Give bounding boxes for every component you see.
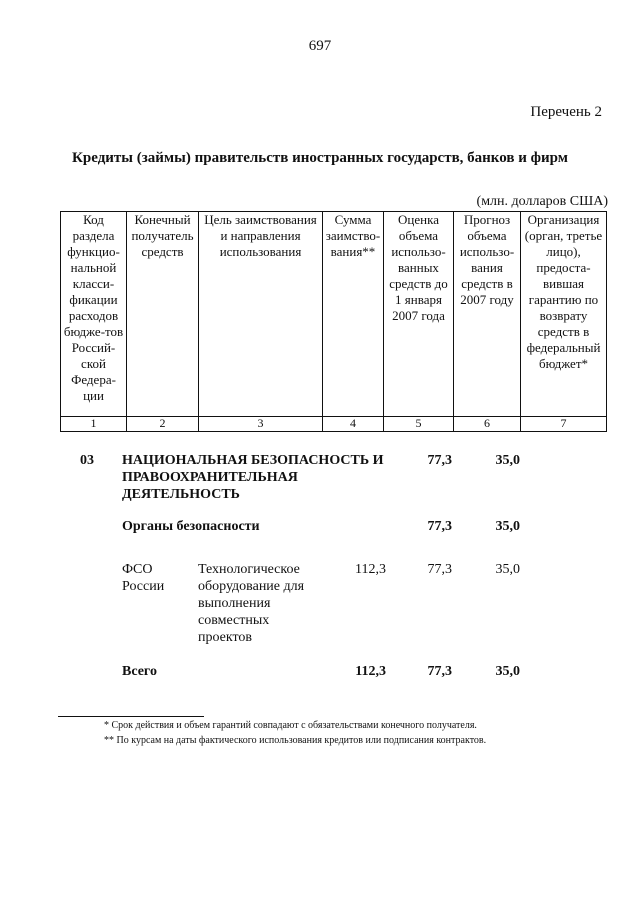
total-label: Всего	[122, 664, 157, 679]
section-code: 03	[80, 453, 94, 468]
subsection-title: Органы безопасности	[122, 519, 260, 534]
footnote: ** По курсам на даты фактического использования кредитов или подписания контрактов.	[104, 735, 487, 746]
column-number: 3	[199, 417, 323, 432]
footnote-divider	[58, 716, 204, 717]
entry-recipient: ФСО России	[122, 562, 165, 594]
column-number: 4	[323, 417, 384, 432]
document-title: Кредиты (займы) правительств иностранных государств, банков и фирм	[72, 150, 568, 166]
header-forecast: Прогноз объема использо-вания средств в 2007 году	[454, 212, 521, 417]
header-recipient: Конечный получатель средств	[127, 212, 199, 417]
entry-amount: 112,3	[355, 562, 386, 577]
subsection-estimate: 77,3	[427, 519, 452, 534]
column-number: 1	[61, 417, 127, 432]
subsection-forecast: 35,0	[495, 519, 520, 534]
entry-forecast: 35,0	[495, 562, 520, 577]
column-number: 6	[454, 417, 521, 432]
header-table	[60, 211, 607, 432]
entry-purpose: Технологическое оборудование для выполнения совместных проектов	[198, 562, 305, 645]
column-number: 5	[384, 417, 454, 432]
total-amount: 112,3	[355, 664, 386, 679]
header-row	[61, 212, 607, 417]
footnote: * Срок действия и объем гарантий совпадают с обязательствами конечного получателя.	[104, 720, 477, 731]
total-forecast: 35,0	[495, 664, 520, 679]
section-forecast: 35,0	[495, 453, 520, 468]
total-estimate: 77,3	[427, 664, 452, 679]
column-number: 7	[521, 417, 607, 432]
entry-estimate: 77,3	[427, 562, 452, 577]
header-code: Код раздела функцио-нальной класси-фикации расходов бюдже-тов Россий-ской Федера-ции	[61, 212, 127, 417]
units-label: (млн. долларов США)	[476, 194, 608, 209]
header-purpose: Цель заимствования и направления использования	[199, 212, 323, 417]
section-title: НАЦИОНАЛЬНАЯ БЕЗОПАСНОСТЬ И ПРАВООХРАНИТЕЛЬНАЯ ДЕЯТЕЛЬНОСТЬ	[122, 453, 384, 502]
section-estimate: 77,3	[427, 453, 452, 468]
header-amount: Сумма заимство-вания**	[323, 212, 384, 417]
header-estimate: Оценка объема использо-ванных средств до 1 января 2007 года	[384, 212, 454, 417]
column-number: 2	[127, 417, 199, 432]
column-number-row	[61, 417, 607, 432]
page-number: 697	[308, 38, 332, 54]
header-guarantor: Организация (орган, третье лицо), предоста-вившая гарантию по возврату средств в федеральный бюджет*	[521, 212, 607, 417]
list-title: Перечень 2	[530, 104, 602, 120]
